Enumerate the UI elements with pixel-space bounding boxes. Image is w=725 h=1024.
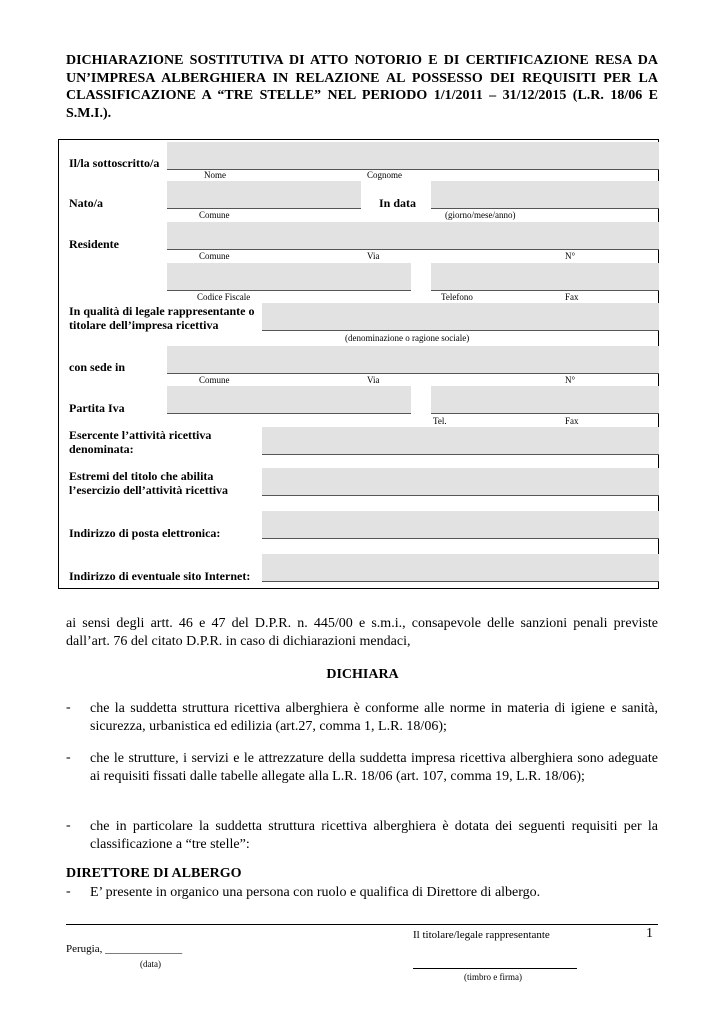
fax-caption-2: Fax <box>565 416 579 426</box>
signature-line[interactable] <box>413 968 577 969</box>
comune-caption-2: Comune <box>199 251 230 261</box>
esercente-label: Esercente l’attività ricettiva denominata: <box>69 428 212 456</box>
numero-caption-1: N° <box>565 251 576 261</box>
partita-iva-label: Partita Iva <box>69 401 125 415</box>
web-label: Indirizzo di eventuale sito Internet: <box>69 569 251 583</box>
tel-caption: Tel. <box>433 416 447 426</box>
perugia-line: Perugia, ______________ <box>66 943 183 955</box>
denominazione-field[interactable] <box>262 303 659 331</box>
form-box <box>58 139 659 589</box>
item-1: che la suddetta struttura ricettiva alberghiera è conforme alle norme in materia di igiene e sanità, sicurezza, urbanistica ed edilizia (art.27, comma 1, L.R. 18/06); <box>90 701 658 734</box>
cognome-caption: Cognome <box>367 170 402 180</box>
timbro-caption: (timbro e firma) <box>464 972 522 982</box>
comune-caption-1: Comune <box>199 210 230 220</box>
giorno-caption: (giorno/mese/anno) <box>445 210 516 220</box>
nato-field[interactable] <box>167 181 361 209</box>
qualita-label: In qualità di legale rappresentante o titolare dell’impresa ricettiva <box>69 304 255 332</box>
numero-caption-2: N° <box>565 375 576 385</box>
via-caption-2: Via <box>367 375 380 385</box>
email-label: Indirizzo di posta elettronica: <box>69 526 221 540</box>
sottoscritto-label: Il/la sottoscritto/a <box>69 156 160 170</box>
fax-caption-1: Fax <box>565 292 579 302</box>
page-number: 1 <box>646 926 653 941</box>
sede-label: con sede in <box>69 360 126 374</box>
estremi-label: Estremi del titolo che abilita l’esercizio dell’attività ricettiva <box>69 469 229 497</box>
comune-caption-3: Comune <box>199 375 230 385</box>
tel-fax-field[interactable] <box>431 386 659 414</box>
titolare-label: Il titolare/legale rappresentante <box>413 929 550 941</box>
nato-label: Nato/a <box>69 196 103 210</box>
denominazione-caption: (denominazione o ragione sociale) <box>345 333 470 343</box>
nome-caption: Nome <box>204 170 226 180</box>
data-caption: (data) <box>140 959 161 969</box>
partita-iva-field[interactable] <box>167 386 411 414</box>
item-3: che in particolare la suddetta struttura ricettiva alberghiera è dotata dei seguenti requisiti per la classificazione a “tre stelle”: <box>90 819 658 852</box>
dichiara-heading: DICHIARA <box>326 667 399 682</box>
bullet-dash-1: - <box>66 700 71 715</box>
codice-fiscale-field[interactable] <box>167 263 411 291</box>
bullet-dash-4: - <box>66 884 71 899</box>
residente-field[interactable] <box>167 222 659 250</box>
residente-label: Residente <box>69 237 119 251</box>
telefono-fax-field[interactable] <box>431 263 659 291</box>
esercente-field[interactable] <box>262 427 659 455</box>
telefono-caption: Telefono <box>441 292 473 302</box>
sede-field[interactable] <box>167 346 659 374</box>
bullet-dash-2: - <box>66 750 71 765</box>
intro-paragraph: ai sensi degli artt. 46 e 47 del D.P.R. n. 445/00 e s.m.i., consapevole delle sanzioni penali previste dall’art. 76 del citato D.P.R. in caso di dichiarazioni mendaci, <box>66 616 658 649</box>
bullet-dash-3: - <box>66 818 71 833</box>
data-nascita-field[interactable] <box>431 181 659 209</box>
in-data-label: In data <box>379 196 417 210</box>
sottoscritto-field[interactable] <box>167 142 659 170</box>
via-caption-1: Via <box>367 251 380 261</box>
direttore-heading: DIRETTORE DI ALBERGO <box>66 866 242 881</box>
codice-fiscale-caption: Codice Fiscale <box>197 292 251 302</box>
email-field[interactable] <box>262 511 659 539</box>
item-2: che le strutture, i servizi e le attrezzature della suddetta impresa ricettiva alberghiera sono adeguate ai requisiti fissati dalle tabelle allegate alla L.R. 18/06 (art. 107, comma 19, L.R. 18/06); <box>90 751 658 784</box>
web-field[interactable] <box>262 554 659 582</box>
direttore-item: E’ presente in organico una persona con ruolo e qualifica di Direttore di albergo. <box>90 885 541 900</box>
footer-divider <box>66 924 658 925</box>
estremi-field[interactable] <box>262 468 659 496</box>
document-title: DICHIARAZIONE SOSTITUTIVA DI ATTO NOTORIO E DI CERTIFICAZIONE RESA DA UN’IMPRESA ALBERGHIERA IN RELAZIONE AL POSSESSO DEI REQUISITI PER LA CLASSIFICAZIONE A “TRE STELLE” NEL PERIODO 1/1/2011 – 31/12/2015 (L.R. 18/06 E S.M.I.). <box>66 53 658 121</box>
